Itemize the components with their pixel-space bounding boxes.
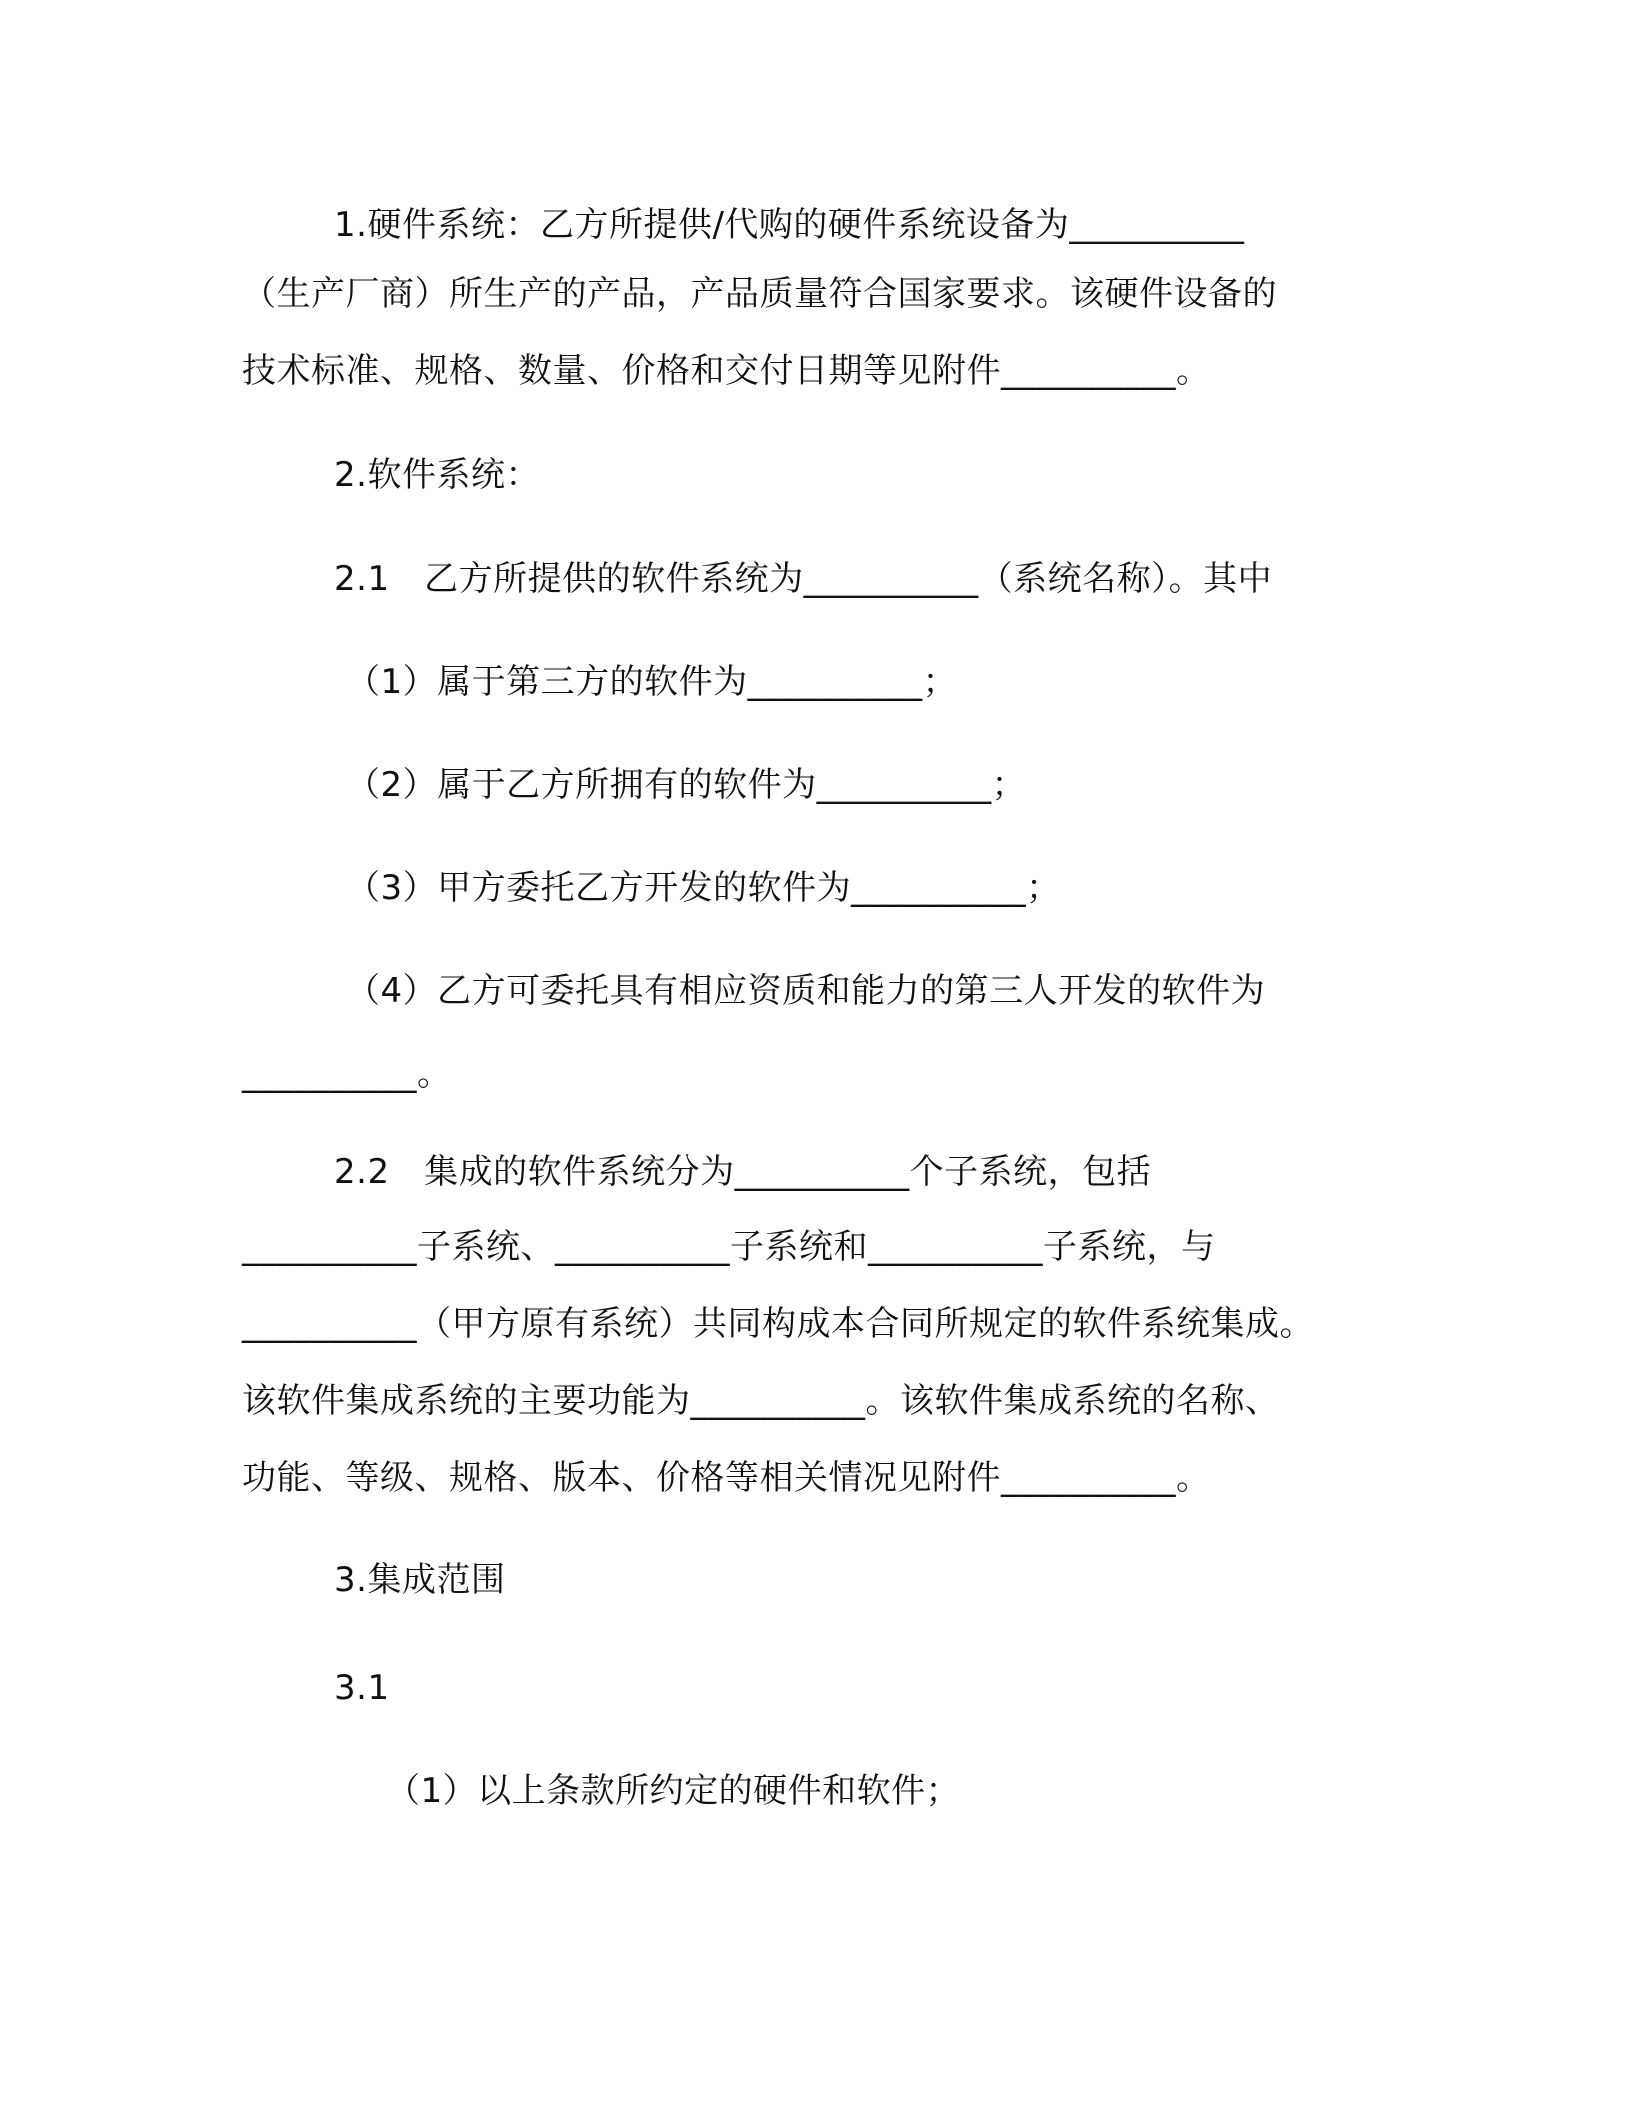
clause-1-line-3: 技术标准、规格、数量、价格和交付日期等见附件__________。 xyxy=(242,351,1211,391)
clause-2-2-line-2: __________子系统、__________子系统和__________子系统，与 xyxy=(242,1227,1216,1267)
clause-1-line-1: 1.硬件系统：乙方所提供/代购的硬件系统设备为__________ xyxy=(334,205,1245,245)
clause-2-1-item-4-line-1: （4）乙方可委托具有相应资质和能力的第三人开发的软件为 xyxy=(346,971,1266,1011)
clause-2-1-line: 2.1 乙方所提供的软件系统为__________（系统名称）。其中 xyxy=(334,559,1273,599)
clause-2-2-line-4: 该软件集成系统的主要功能为__________。该软件集成系统的名称、 xyxy=(242,1381,1280,1421)
clause-2-2-line-1: 2.2 集成的软件系统分为__________个子系统，包括 xyxy=(334,1152,1152,1192)
clause-2-1-item-1: （1）属于第三方的软件为__________； xyxy=(346,662,958,702)
clause-2-1-item-4-line-2: __________。 xyxy=(242,1054,452,1094)
clause-2-2-line-5: 功能、等级、规格、版本、价格等相关情况见附件__________。 xyxy=(242,1458,1211,1498)
clause-2-1-item-2: （2）属于乙方所拥有的软件为__________； xyxy=(346,765,1027,805)
clause-3-heading: 3.集成范围 xyxy=(334,1560,506,1600)
clause-2-2-line-3: __________（甲方原有系统）共同构成本合同所规定的软件系统集成。 xyxy=(242,1304,1314,1344)
clause-3-1-heading: 3.1 xyxy=(334,1668,390,1708)
clause-2-1-item-3: （3）甲方委托乙方开发的软件为__________； xyxy=(346,868,1061,908)
clause-3-1-item-1: （1）以上条款所约定的硬件和软件； xyxy=(386,1771,961,1811)
clause-2-heading: 2.软件系统： xyxy=(334,455,540,495)
clause-1-line-2: （生产厂商）所生产的产品，产品质量符合国家要求。该硬件设备的 xyxy=(242,274,1277,314)
